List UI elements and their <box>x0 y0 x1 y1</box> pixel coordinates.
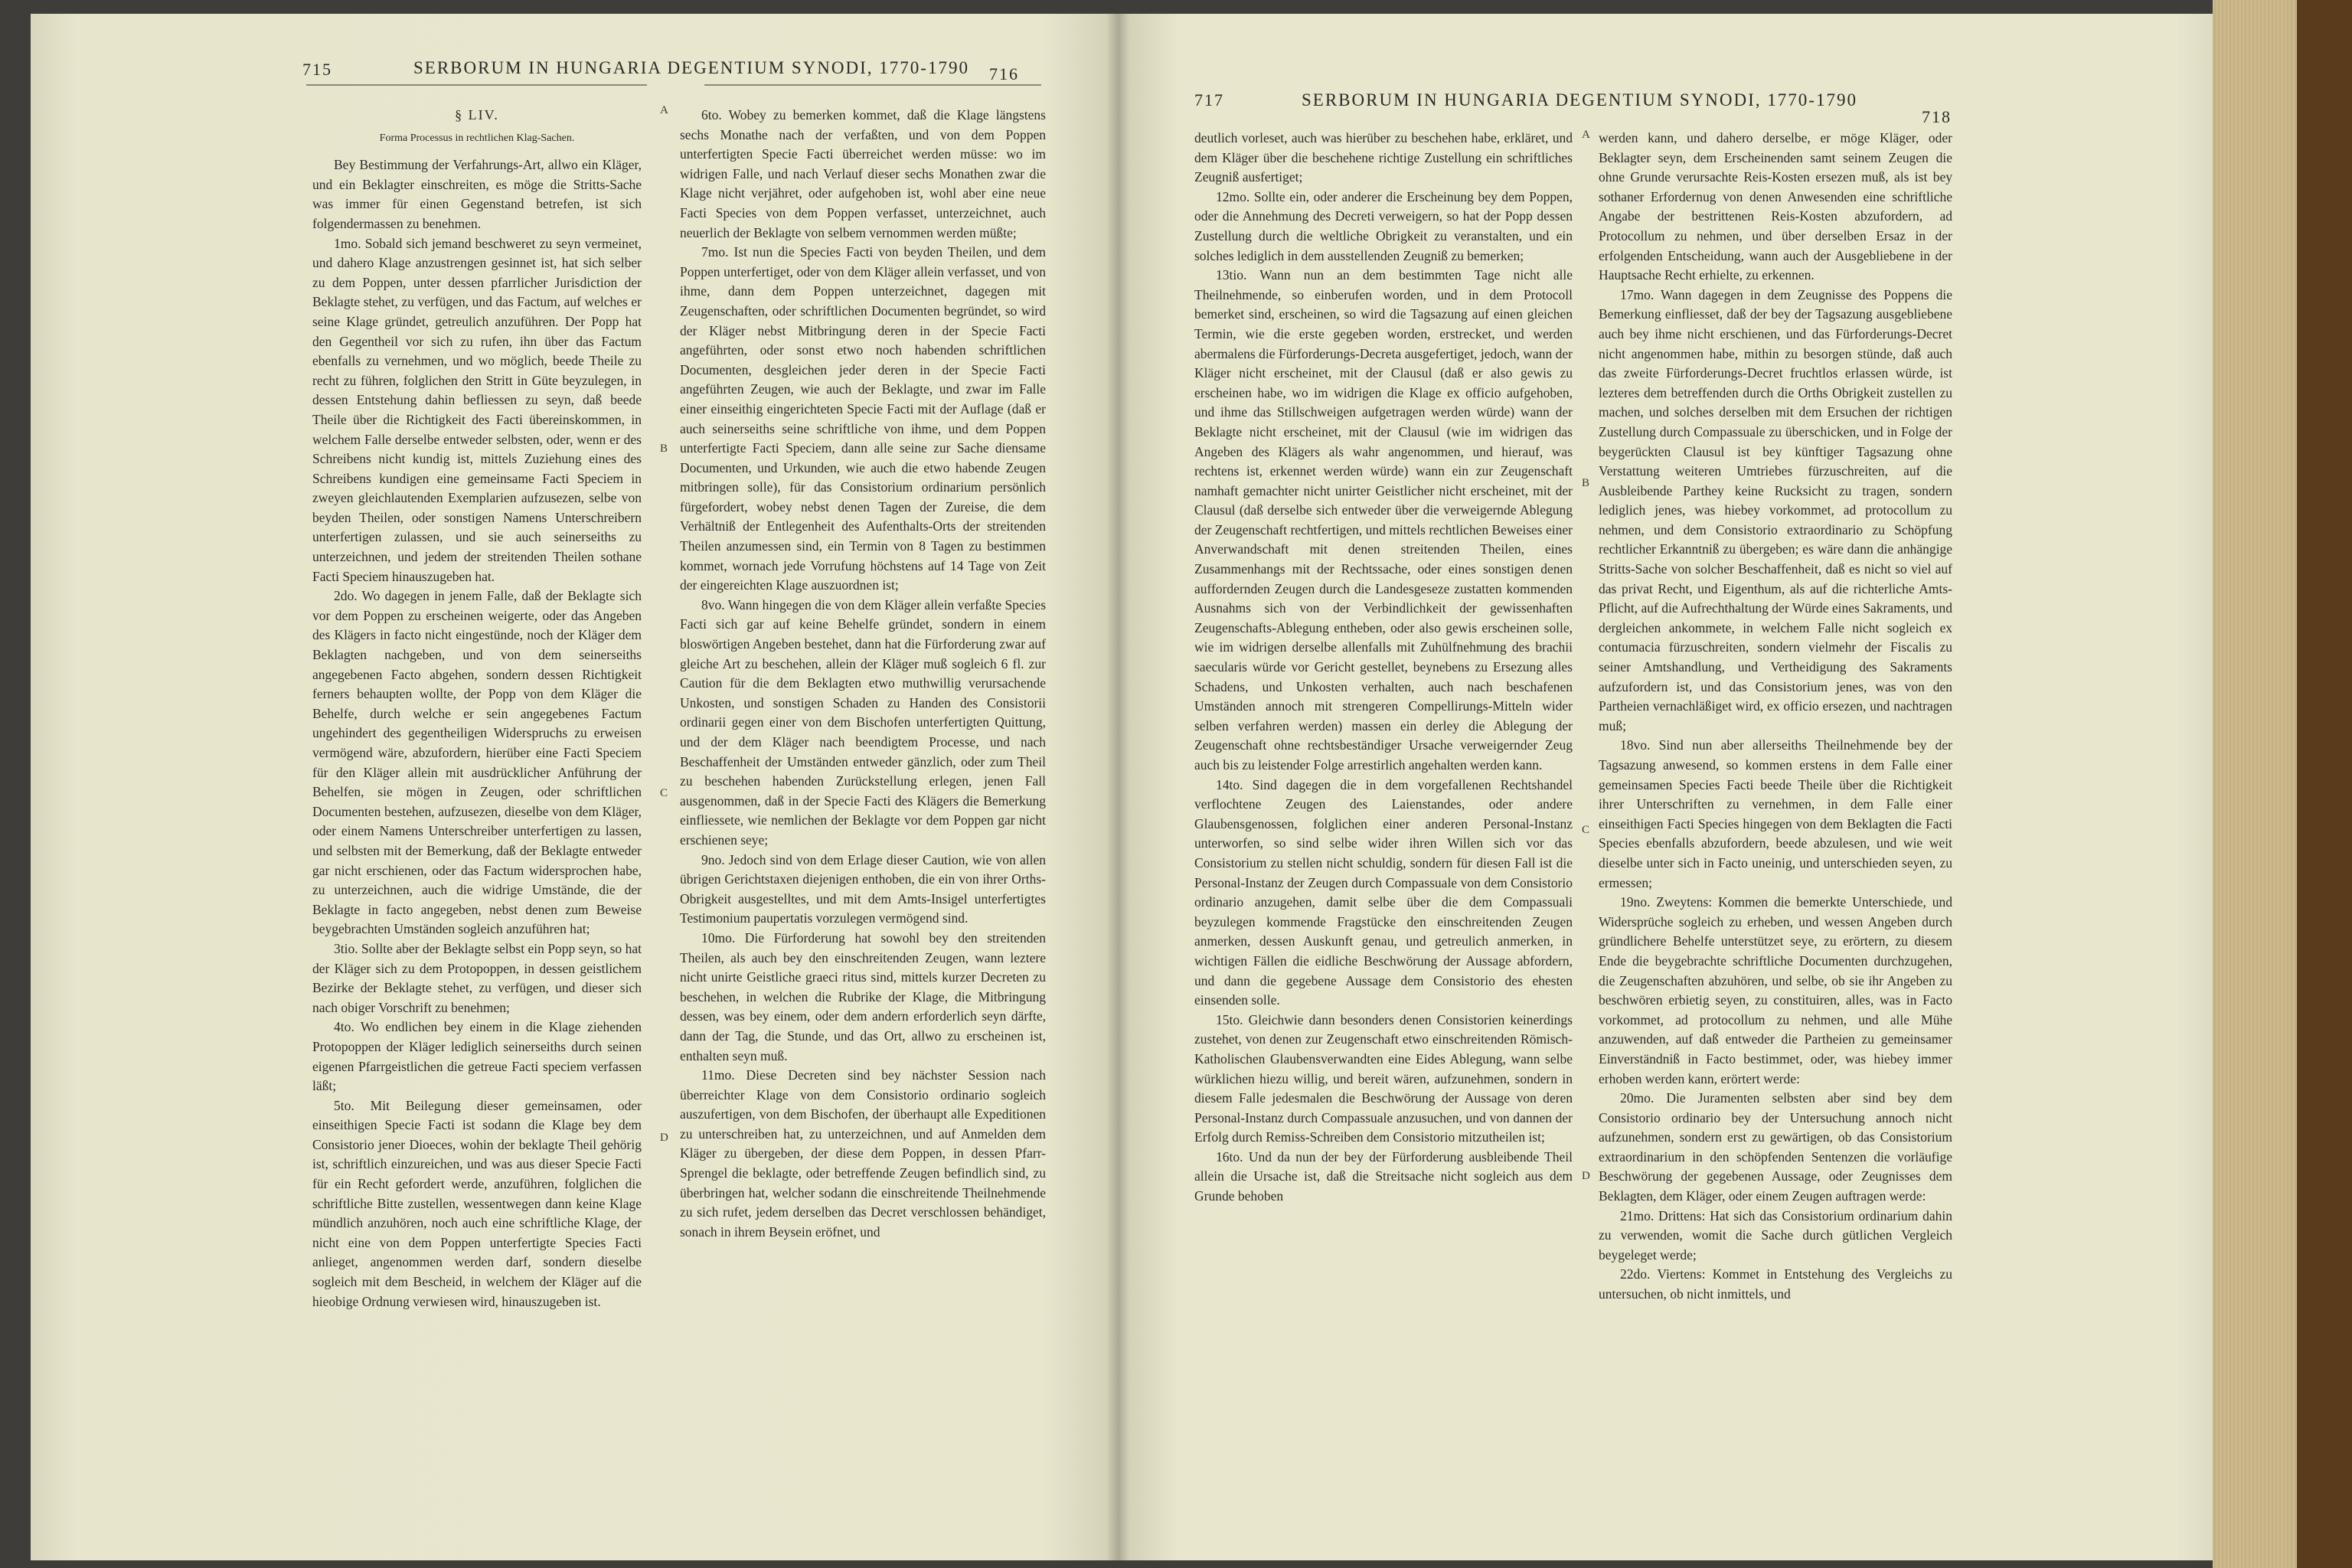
paragraph: Bey Bestimmung der Verfahrungs-Art, allwo ein Kläger, und ein Beklagter einschreiten, es möge die Stritts-Sache was immer für einen Gegenstand betrefen, ist sich folgendermassen zu benehmen. <box>312 157 642 231</box>
margin-letter: B <box>1582 477 1590 489</box>
header-rule <box>704 84 1041 86</box>
margin-letter: A <box>660 104 668 116</box>
margin-letter: C <box>660 787 668 799</box>
section-subtitle: Forma Processus in rechtlichen Klag-Sachen. <box>379 132 575 144</box>
right-page-header <box>1118 57 2213 126</box>
page-number: 716 <box>989 64 1019 83</box>
section-heading: § LIV. <box>455 107 499 122</box>
paragraph: 1mo. Sobald sich jemand beschweret zu seyn vermeinet, und dahero Klage anzustrengen gesinnet ist, hat sich selber zu dem Poppen, unter dessen pfarrlicher Jurisdiction der Beklagte stehet, zu verfügen, und das Factum, auf welches er seine Klage gründet, getreulich anzuführen. Der Popp hat den Gegentheil vor sich zu rufen, ihn über das Factum ebenfalls zu vernehmen, und wo möglich, beede Theile zu recht zu führen, folglichen den Stritt in Güte beyzulegen, in dessen Entstehung dahin befliessen zu seyn, daß beede Theile über die Richtigkeit des Facti übereinskommen, in welchem Falle derselbe entweder selbsten, oder, wenn er des Schreibens nicht kundig ist, mittels Zuziehung eines des Schreibens kundigen eine gemeinsame Facti Speciem in zweyen gleichlautenden Exemplarien aufzusezen, selbe von beyden Theilen, oder sonstigen Namens Unterschreibern unterfertigen zulassen, und sie auch seinerseiths zu unterzeichnen, und jedem der streitenden Theilen sothane Facti Speciem hinauszugeben hat. <box>312 235 642 584</box>
left-page <box>31 14 1118 1560</box>
paragraph: 19no. Zweytens: Kommen die bemerkte Unterschiede, und Widersprüche sogleich zu erheben, und wessen Angeben durch gründlichere Behelfe unterstützet seye, zu erörtern, zu diesem Ende die beygebrachte schriftliche Documenten durchzugehen, die Zeugenschaften abzuhören, und selbe, ob sie ihr Angeben zu beschwören erbietig seyen, zu constituiren, alles, was in Facto vorkommet, ad protocollum zu nehmen, und alle Mühe anzuwenden, auf daß entweder die Partheien zu gemeinsamer Einverständniß in Facto bestimmet, oder, was hiebey immer erhoben werden kann, erörtert werde: <box>1599 894 1952 1086</box>
paragraph: 18vo. Sind nun aber allerseiths Theilnehmende bey der Tagsazung anwesend, so kommen erstens in dem Falle einer gemeinsamen Species Facti beede Theile über die Richtigkeit ihrer Unterschriften zu vernehmen, in dem Falle einer einseithigen Facti Species hingegen von dem Beklagten die Facti Species ebenfalls abzufordern, beede abzulesen, und wie weit dieselbe unter sich in Facto uneinig, und unterschieden seyen, zu ermessen; <box>1599 737 1952 890</box>
page-edges <box>2213 0 2297 1568</box>
paragraph: 6to. Wobey zu bemerken kommet, daß die Klage längstens sechs Monathe nach der verfaßten, und von dem Poppen unterfertigten Specie Facti überreichet werden müsse: wo im widrigen Falle, und nach Verlauf dieser sechs Monathen zwar die Klage nicht verjähret, oder aufgehoben ist, wohl aber eine neue Facti Species von dem Poppen verfasset, unterzeichnet, auch neuerlich der Beklagte von selbem vernommen werden müßte; <box>680 107 1046 240</box>
header-rule <box>306 84 647 86</box>
paragraph: 16to. Und da nun der bey der Fürforderung ausbleibende Theil allein die Ursache ist, daß die Streitsache nicht sogleich aus dem Grunde behoben <box>1194 1148 1573 1204</box>
left-page-header <box>31 57 1118 87</box>
paragraph: 11mo. Diese Decreten sind bey nächster Session nach überreichter Klage von dem Consistorio ordinario sogleich auszufertigen, von dem Bischofen, der überhaupt alle Expeditionen zu unterschreiben hat, zu unterzeichnen, und auf Anmelden dem Kläger zu übergeben, der diese dem Poppen, in dessen Pfarr-Sprengel die beklagte, oder betreffende Zeugen befindlich sind, zu überbringen hat, welcher sodann die einschreitende Theilnehmende zu sich rufet, jedem derselben das Decret verschlossen behändiget, sonach in ihrem Beysein eröfnet, und <box>680 1067 1046 1240</box>
paragraph: 9no. Jedoch sind von dem Erlage dieser Caution, wie von allen übrigen Gerichtstaxen diejenigen enthoben, die ein von ihrer Orths-Obrigkeit ausgestelltes, und mit dem Amts-Insigel unterfertigtes Testimonium paupertatis vorzulegen vermögend sind. <box>680 851 1046 926</box>
paragraph: 10mo. Die Fürforderung hat sowohl bey den streitenden Theilen, als auch bey den einschreitenden Zeugen, wann leztere nicht unirte Geistliche graeci ritus sind, mittels kurzer Decreten zu beschehen, in welchen die Rubrike der Klage, die Mitbringung dessen, was bey einem, oder dem andern erforderlich seyn därfte, dann der Tag, die Stunde, und das Ort, allwo zu erscheinen ist, enthalten seyn muß. <box>680 929 1046 1063</box>
margin-letter: C <box>1582 824 1590 836</box>
paragraph: 2do. Wo dagegen in jenem Falle, daß der Beklagte sich vor dem Poppen zu erscheinen weigerte, oder das Angeben des Klägers in facto nicht eingestünde, noch der Kläger dem Beklagten nachgeben, und von dem seinerseiths angegebenen Facto abgehen, sondern dessen Richtigkeit ferners behaupten wollte, der Popp von dem Kläger die Behelfe, durch welche er sein angegebenes Factum ungehindert des gegentheiligen Widerspruchs zu erweisen vermögend wäre, abzufordern, hierüber eine Facti Speciem für den Kläger allein mit ausdrücklicher Anführung der Behelfen, sie mögen in Zeugen, oder schriftlichen Documenten bestehen, aufzusezen, dieselbe von dem Kläger, oder einem Namens Unterschreiber unterfertigen zu lassen, und selbsten mit der Bemerkung, daß der Beklagte entweder gar nicht erschienen, oder das Factum widersprochen habe, zu unterzeichnen, auch die widrige Umstände, die der Beklagte in facto angegeben, nebst denen zum Beweise beygebrachten Umständen sogleich anzuführen hat; <box>312 588 642 937</box>
book-spread <box>31 14 2213 1560</box>
margin-letter: D <box>660 1132 668 1144</box>
paragraph: 4to. Wo endlichen bey einem in die Klage ziehenden Protopoppen der Kläger lediglich seinerseiths durch seinen eigenen Pfarrgeistlichen die getreue Facti speciem verfassen läßt; <box>312 1019 642 1094</box>
margin-letter: D <box>1582 1170 1590 1182</box>
paragraph: 3tio. Sollte aber der Beklagte selbst ein Popp seyn, so hat der Kläger sich zu dem Protopoppen, in dessen geistlichem Bezirke der Beklagte stehet, zu verfügen, und dieser sich nach obiger Vorschrift zu benehmen; <box>312 940 642 1015</box>
paragraph: 12mo. Sollte ein, oder anderer die Erscheinung bey dem Poppen, oder die Annehmung des Decreti verweigern, so hat der Popp dessen Zustellung durch die weltliche Obrigkeit zu veranstalten, und ein solches lediglich in dem ausstellenden Zeugniß zu bemerken; <box>1194 188 1573 263</box>
text-column-1 <box>1194 129 1573 1207</box>
running-title: SERBORUM IN HUNGARIA DEGENTIUM SYNODI, 1770-1790 <box>1302 90 1857 109</box>
text-column-2 <box>680 106 1046 1242</box>
paragraph: deutlich vorleset, auch was hierüber zu beschehen habe, erkläret, und dem Kläger über die beschehene richtige Zustellung ein schriftliches Zeugniß ausfertiget; <box>1194 130 1573 185</box>
paragraph: 7mo. Ist nun die Species Facti von beyden Theilen, und dem Poppen unterfertiget, oder von dem Kläger allein verfasset, und von ihme, dann dem Poppen unterzeichnet, dagegen mit Zeugenschaften, oder schriftlichen Documenten begründet, so wird der Kläger nebst Mitbringung deren in der Specie Facti angeführten, oder sonst etwo noch habenden schriftlichen Documenten, desgleichen jeder deren in der Specie Facti angeführten Zeugen, wie auch der Beklagte, und zwar im Falle einer einseithig eingerichteten Specie Facti mit der Auflage (daß er auch seinerseiths seine schriftliche von ihme, und dem Poppen unterfertigte Facti Speciem, dann alle seine zur Sache diensame Documenten, und Urkunden, wie auch die etwo habende Zeugen mitbringen solle), für das Consistorium ordinarium persönlich fürgefordert, wobey nebst denen Tagen der Zureise, die dem Verhältniß der Entlegenheit des Aufenthalts-Orts der streitenden Theilen anzumessen sind, ein Termin von 8 Tagen zu bestimmen kommet, wornach jede Vorrufung höchstens auf 14 Tage von Zeit der eingereichten Klage auszuordnen ist; <box>680 244 1046 593</box>
paragraph: 5to. Mit Beilegung dieser gemeinsamen, oder einseithigen Specie Facti ist sodann die Klage bey dem Consistorio jener Dioeces, wohin der beklagte Theil gehörig ist, schriftlich einzureichen, und was aus dieser Specie Facti für ein Recht gefordert werde, anzuführen, folglichen die schriftliche Bitte zustellen, wessentwegen dann keine Klage mündlich anzuhören, noch auch eine schriftliche Klage, der nicht eine von dem Poppen unterfertigte Species Facti anlieget, angenommen werden darf, sondern dieselbe sogleich mit dem Bescheid, in welchem der Kläger auf die hieobige Ordnung verwiesen wird, hinauszugeben ist. <box>312 1097 642 1309</box>
paragraph: 20mo. Die Juramenten selbsten aber sind bey dem Consistorio ordinario bey der Untersuchung annoch nicht aufzunehmen, sondern erst zu gewärtigen, ob das Consistorium extraordinarium in den schöpfenden Sentenzen die vorläufige Beschwörung der gegebenen Aussage, oder Zeugnisses dem Beklagten, dem Kläger, oder einem Zeugen auftragen werde: <box>1599 1090 1952 1204</box>
running-title: SERBORUM IN HUNGARIA DEGENTIUM SYNODI, 1770-1790 <box>413 58 969 77</box>
paragraph: 21mo. Drittens: Hat sich das Consistorium ordinarium dahin zu verwenden, womit die Sache durch gütlichen Vergleich beygeleget werde; <box>1599 1207 1952 1263</box>
page-number: 717 <box>1194 90 1224 109</box>
text-column-2 <box>1599 129 1952 1305</box>
paragraph: 14to. Sind dagegen die in dem vorgefallenen Rechtshandel verflochtene Zeugen des Laienstandes, oder andere Glaubensgenossen, folglichen einer anderen Personal-Instanz unterworfen, so sind selbe wider ihren Willen sich vor das Consistorium zu stellen nicht schuldig, sondern für diesen Fall ist die Personal-Instanz der Zeugen durch Compassuale von dem Consistorio ordinario anzugehen, damit selbe über die dem Compassuali beyzulegen kommende Fragstücke den einschreitenden Zeugen anmerken, dessen Auskunft genau, und getreulich anmerken, in wichtigen Fällen die eidliche Beschwörung der Aussage abfordern, und dann die gegebene Aussage dem Consistorio des ehesten einsenden solle. <box>1194 776 1573 1008</box>
book-gutter <box>1106 14 1129 1560</box>
paragraph: werden kann, und dahero derselbe, er möge Kläger, oder Beklagter seyn, dem Erscheinenden samt seinem Zeugen die ohne Grunde verursachte Reis-Kosten ersezen muß, als ist bey sothaner Erfordernug von denen Anwesenden eine schriftliche Angabe der bestrittenen Reis-Kosten abzufordern, ad Protocollum zu nehmen, und über derselben Ersaz in der erfolgenden Entscheidung, wann auch der Ausgebliebene in der Hauptsache Recht erhielte, zu erkennen. <box>1599 130 1952 283</box>
page-number: 718 <box>1922 107 1952 126</box>
paragraph: 13tio. Wann nun an dem bestimmten Tage nicht alle Theilnehmende, so einberufen worden, und in dem Protocoll bemerket sind, erscheinen, so wird die Tagsazung auf einen gleichen Termin, wie die erste gegeben worden, erstrecket, und werden abermalens die Fürforderungs-Decreta ausgefertiget, jedoch, wann der Kläger nicht erscheinet, mit der Clausul (daß er also gewis zu erscheinen habe, wo im widrigen die Klage ex officio aufgehoben, und ihme das Stillschweigen aufgetragen werden würde) wann der Beklagte nicht erscheinet, mit der Clausul (wie im widrigen das Angeben des Klägers als wahr angenommen, und hierauf, was rechtens ist, erkennet werden würde) wann ein zur Zeugenschaft namhaft gemachter nicht unirter Geistlicher nicht erscheinet, mit der Clausul (daß derselbe sich entweder über die verweigernde Ablegung der Zeugenschaft rechtfertigen, und mittels rechtlichen Beweises einer Anverwandschaft mit denen streitenden Theilen, eines Zusammenhangs mit der Rechtssache, oder eines sonstigen denen auffordernden Zeugen durch die Landesgeseze zustatten kommenden Ausnahms sich von der Verbindlichkeit der gewissenhaften Zeugenschafts-Ablegung entheben, oder also gewis erscheinen solle, wie im widrigen derselbe allenfalls mit Zuhülfnehmung des brachii saecularis würde vor Gericht gestellet, beynebens zu Ersezung alles Schadens, und Unkosten verhalten, auch nach beschafenen Umständen annoch mit strengeren Compellirungs-Mitteln wider selben verfahren werden) massen ein derley die Ablegung der Zeugenschaft ohne rechtsbeständiger Ursache verweigernder Zeug auch bis zu leistender Folge arrestirlich angehalten werden kann. <box>1194 267 1573 773</box>
paragraph: 17mo. Wann dagegen in dem Zeugnisse des Poppens die Bemerkung einfliesset, daß der bey der Tagsazung ausgebliebene auch bey ihme nicht erschienen, und das Fürforderungs-Decret nicht angenommen habe, mithin zu besorgen stünde, daß auch das zweite Fürforderungs-Decret fruchtlos erlassen würde, ist lezteres dem betreffenden durch die Orths Obrigkeit zustellen zu machen, und solches derselben mit dem Ersuchen der richtigen Zustellung durch Compassuale zu überschicken, und in Folge der beygerückten Clausul ist bey künftiger Tagsazung ohne Verstattung weiteren Umtriebes fürzuschreiten, auf die Ausbleibende Parthey keine Rucksicht zu tragen, sondern lediglich jenes, was hiebey vorkommet, ad protocollum zu nehmen, und dem Consistorio extraordinario zu Schöpfung rechtlicher Erkanntniß zu übergeben; es wäre dann die anhängige Stritts-Sache von solcher Beschaffenheit, daß es nicht so viel auf das privat Recht, und Eigenthum, als auf die richterliche Amts-Pflicht, auf die Aufrechthaltung der Würde eines Sakraments, und dergleichen ankommete, in welchem Falle nicht sogleich ex contumacia fürzuschreiten, sondern vielmehr der Fiscalis zu seiner Amtshandlung, und Vertheidigung des Sakraments aufzufordern ist, und das Consistorium jenes, was von den Partheien vernachläßiget wird, ex officio ersezen, und nachtragen muß; <box>1599 286 1952 733</box>
margin-letter: A <box>1582 129 1590 141</box>
page-number: 715 <box>302 60 332 79</box>
right-page <box>1118 14 2213 1560</box>
paragraph: 22do. Viertens: Kommet in Entstehung des Vergleichs zu untersuchen, ob nicht inmittels, und <box>1599 1266 1952 1302</box>
paragraph: 8vo. Wann hingegen die von dem Kläger allein verfaßte Species Facti sich gar auf keine Behelfe gründet, sondern in einem bloswörtigen Angeben bestehet, dann hat die Fürforderung zwar auf gleiche Art zu beschehen, allein der Kläger muß sogleich 6 fl. zur Caution für die dem Beklagten etwo muthwillig verursachende Unkosten, und sonstigen Schaden zu Handen des Consistorii ordinarii gegen einer von dem Bischofen unterfertigten Quittung, und der dem Kläger nach beendigtem Processe, und nach Beschaffenheit der Umständen entweder gänzlich, oder zum Theil zu beschehen habenden Zurückstellung erlegen, jenen Fall ausgenommen, daß in der Specie Facti des Klägers die Bemerkung einfliessete, wie nemlichen der Beklagte vor dem Poppen gar nicht erschienen seye; <box>680 596 1046 848</box>
book-cover-board <box>2297 0 2352 1568</box>
text-column-1 <box>312 106 642 1312</box>
paragraph: 15to. Gleichwie dann besonders denen Consistorien keinerdings zustehet, von denen zur Zeugenschaft etwo einschreitenden Römisch-Katholischen Glaubensverwandten eine Eides Ablegung, wann selbe würklichen hiezu willig, und bereit wären, aufzunehmen, sondern in diesem Falle jedesmalen die Beschwörung der Aussage von deren Personal-Instanz durch Compassuale anzusuchen, und von dannen der Erfolg durch Remiss-Schreiben dem Consistorio mitzutheilen ist; <box>1194 1011 1573 1145</box>
margin-letter: B <box>660 443 668 455</box>
